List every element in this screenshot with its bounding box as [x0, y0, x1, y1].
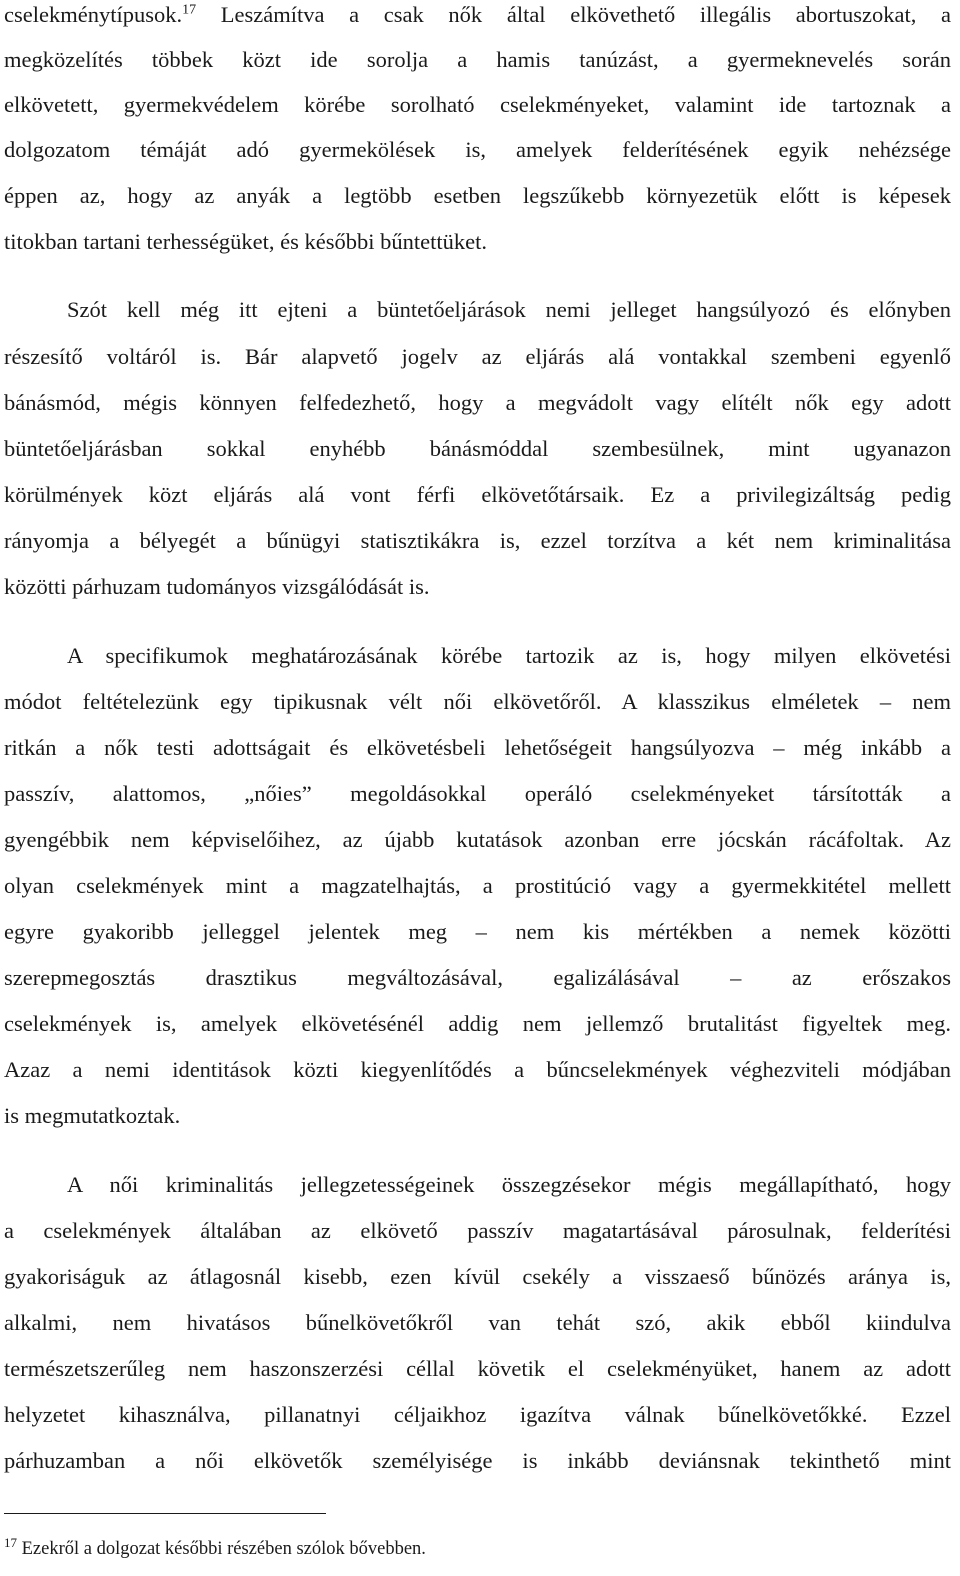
- text-line: szerepmegosztás drasztikus megváltozásával, egalizálásával – az erőszakos: [4, 965, 951, 990]
- footnote-reference: 17: [182, 2, 197, 18]
- text-line: részesítő voltáról is. Bár alapvető jogelv az eljárás alá vontakkal szembeni egyenlő: [4, 344, 951, 369]
- footnote-separator: [4, 1513, 326, 1514]
- text-line: rányomja a bélyegét a bűnügyi statisztikákra is, ezzel torzítva a két nem kriminalitása: [4, 528, 951, 553]
- footnote-number: 17: [4, 1534, 17, 1550]
- text-line: titokban tartani terhességüket, és későbbi bűntettüket.: [4, 229, 488, 254]
- text-line: Azaz a nemi identitások közti kiegyenlítődés a bűncselekmények véghezviteli módjában: [4, 1057, 951, 1082]
- text-line: Szót kell még itt ejteni a büntetőeljárások nemi jelleget hangsúlyozó és előnyben: [67, 297, 951, 322]
- text-line: cselekménytípusok.$^{17}$ Leszámítva a csak nők által elkövethető illegális abortuszokat, a: [4, 2, 951, 27]
- text-line: gyengébbik nem képviselőihez, az újabb kutatások azonban erre jócskán rácáfoltak. Az: [4, 827, 951, 852]
- text-line: dolgozatom témáját adó gyermekölések is, amelyek felderítésének egyik nehézsége: [4, 137, 951, 162]
- text-line: büntetőeljárásban sokkal enyhébb bánásmóddal szembesülnek, mint ugyanazon: [4, 436, 951, 461]
- text-line: egyre gyakoribb jelleggel jelentek meg – nem kis mértékben a nemek közötti: [4, 919, 951, 944]
- text-line: olyan cselekmények mint a magzatelhajtás, a prostitúció vagy a gyermekkitétel mellett: [4, 873, 951, 898]
- text-line: passzív, alattomos, „nőies” megoldásokkal operáló cselekményeket társították a: [4, 781, 951, 806]
- text-line: párhuzamban a női elkövetők személyisége is inkább deviánsnak tekinthető mint: [4, 1448, 951, 1473]
- text-line: a cselekmények általában az elkövető passzív magatartásával párosulnak, felderítési: [4, 1218, 951, 1243]
- text-line: alkalmi, nem hivatásos bűnelkövetőkről van tehát szó, akik ebből kiindulva: [4, 1310, 951, 1335]
- text-line: helyzetet kihasználva, pillanatnyi céljaikhoz igazítva válnak bűnelkövetőkké. Ezzel: [4, 1402, 951, 1427]
- text-line: A női kriminalitás jellegzetességeinek összegzésekor mégis megállapítható, hogy: [67, 1172, 951, 1197]
- text-line: közötti párhuzam tudományos vizsgálódását is.: [4, 574, 430, 599]
- text-line: körülmények közt eljárás alá vont férfi elkövetőtársaik. Ez a privilegizáltság pedig: [4, 482, 951, 507]
- text-line: módot feltételezünk egy tipikusnak vélt női elkövetőről. A klasszikus elméletek – nem: [4, 689, 951, 714]
- text-line: természetszerűleg nem haszonszerzési céllal követik el cselekményüket, hanem az adott: [4, 1356, 951, 1381]
- text-line: ritkán a nők testi adottságait és elkövetésbeli lehetőségeit hangsúlyozva – még inkább a: [4, 735, 951, 760]
- footnote-text: Ezekről a dolgozat későbbi részében szólok bővebben.: [21, 1539, 426, 1559]
- text-line: megközelítés többek közt ide sorolja a hamis tanúzást, a gyermeknevelés során: [4, 47, 951, 72]
- text-line: elkövetett, gyermekvédelem körébe sorolható cselekményeket, valamint ide tartoznak a: [4, 92, 951, 117]
- text-line: bánásmód, mégis könnyen felfedezhető, hogy a megvádolt vagy elítélt nők egy adott: [4, 390, 951, 415]
- text-line: A specifikumok meghatározásának körébe tartozik az is, hogy milyen elkövetési: [67, 643, 951, 668]
- text-line: is megmutatkoztak.: [4, 1103, 181, 1128]
- text-line: éppen az, hogy az anyák a legtöbb esetben legszűkebb környezetük előtt is képesek: [4, 183, 951, 208]
- text-line: cselekmények is, amelyek elkövetésénél addig nem jellemző brutalitást figyeltek meg.: [4, 1011, 951, 1036]
- text-line: gyakoriságuk az átlagosnál kisebb, ezen kívül csekély a visszaeső bűnözés aránya is,: [4, 1264, 951, 1289]
- footnote: [4, 1536, 426, 1562]
